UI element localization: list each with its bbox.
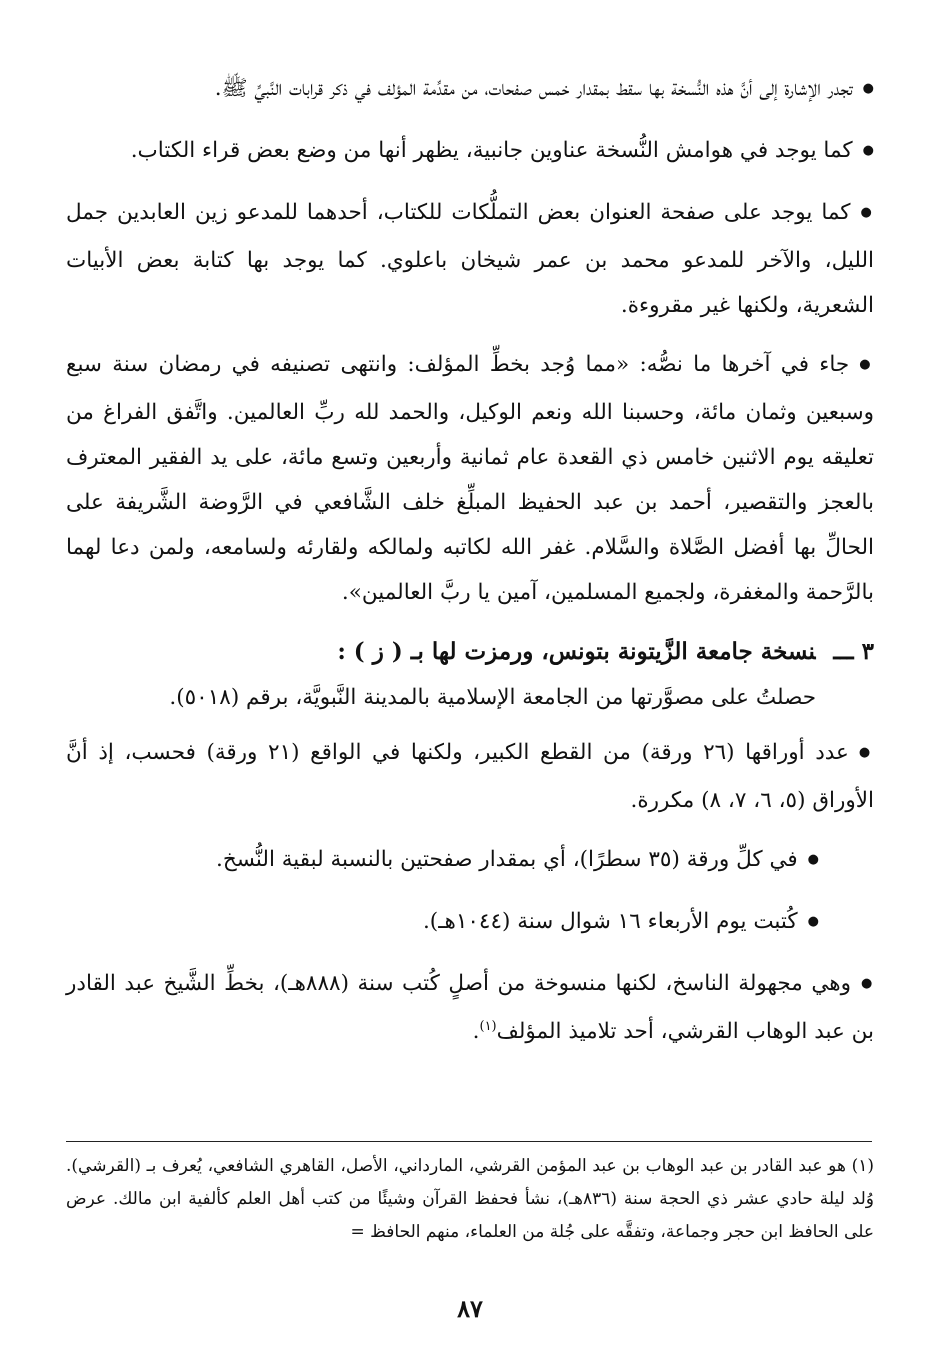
page-number: ٨٧ <box>457 1294 483 1323</box>
footnote-divider <box>66 1141 872 1142</box>
paragraph-leaf-count: ● عدد أوراقها (٢٦ ورقة) من القطع الكبير، ولكنها في الواقع (٢١ ورقة) فحسب، إذ أنَّ الأوراق (٥، ٦، ٧، ٨) مكررة. <box>66 730 874 823</box>
paragraph-copyist-tail: . <box>472 1019 480 1044</box>
footnote-reference[interactable]: (١) <box>479 1018 497 1034</box>
paragraph-missing-pages: ● تجدر الإشارة إلى أنَّ هذه النُّسخة بها سقط بمقدار خمس صفحات، من مقدِّمة المؤلف في ذكر قرابات النَّبيِّ ﷺ. <box>66 66 874 114</box>
footnotes <box>66 1150 874 1249</box>
footnote-1: (١) هو عبد القادر بن عبد الوهاب بن عبد المؤمن القرشي، المارداني، الأصل، القاهري الشافعي، يُعرف بـ (القرشي). وُلد ليلة حادي عشر ذي الحجة سنة (٨٣٦هـ)، نشأ فحفظ القرآن وشيئًا من كتب أهل العلم كألفية ابن مالك. عرض على الحافظ ابن حجر وجماعة، وتفقَّه على جُلة من العلماء، منهم الحافظ = <box>66 1156 875 1242</box>
paragraph-copyist-text: وهي مجهولة الناسخ، لكنها منسوخة من أصلٍ كُتب سنة (٨٨٨هـ)، بخطِّ الشَّيخ عبد القادر بن عبد الوهاب القرشي، أحد تلاميذ المؤلف <box>66 971 874 1044</box>
section-number: ٣ ـــ <box>833 638 874 665</box>
paragraph-intro: حصلتُ على مصوَّرتها من الجامعة الإسلامية بالمدينة النَّبويَّة، برقم (٥٠١٨). <box>169 685 816 710</box>
paragraph-copyist <box>66 961 874 1054</box>
paragraph-ownership-notes: ● كما يوجد على صفحة العنوان بعض التملُّكات للكتاب، أحدهما للمدعو زين العابدين جمل الليل، والآخر للمدعو محمد بن عمر شيخان باعلوي. كما يوجد بها كتابة بعض الأبيات الشعرية، ولكنها غير مقروءة. <box>66 190 874 328</box>
section-heading <box>66 629 874 675</box>
section-title: نسخة جامعة الزَّيتونة بتونس، ورمزت لها بـ ( ز ) : <box>337 638 816 665</box>
paragraph-copy-date: ● كُتبت يوم الأربعاء ١٦ شوال سنة (١٠٤٤هـ). <box>66 899 819 947</box>
paragraph-colophon: ● جاء في آخرها ما نصُّه: «مما وُجد بخطِّ المؤلف: وانتهى تصنيفه في رمضان سنة سبع وسبعين وثمان مائة، وحسبنا الله ونعم الوكيل، والحمد لله ربِّ العالمين. واتَّفق الفراغ من تعليقه يوم الاثنين خامس ذي القعدة عام ثمانية وأربعين وتسع مائة، على يد الفقير المعترف بالعجز والتقصير، أحمد بن عبد الحفيظ المبلِّغ خلف الشَّافعي في الرَّوضة الشَّريفة على الحالِّ بها أفضل الصَّلاة والسَّلام. غفر الله لكاتبه ولمالكه ولقارئه ولسامعه، ولمن دعا لهما بالرَّحمة والمغفرة، ولجميع المسلمين، آمين يا ربَّ العالمين». <box>66 342 874 615</box>
paragraph-lines-per-leaf: ● في كلِّ ورقة (٣٥ سطرًا)، أي بمقدار صفحتين بالنسبة لبقية النُّسخ. <box>66 837 819 885</box>
paragraph-margin-titles: ● كما يوجد في هوامش النُّسخة عناوين جانبية، يظهر أنها من وضع بعض قراء الكتاب. <box>66 128 874 176</box>
